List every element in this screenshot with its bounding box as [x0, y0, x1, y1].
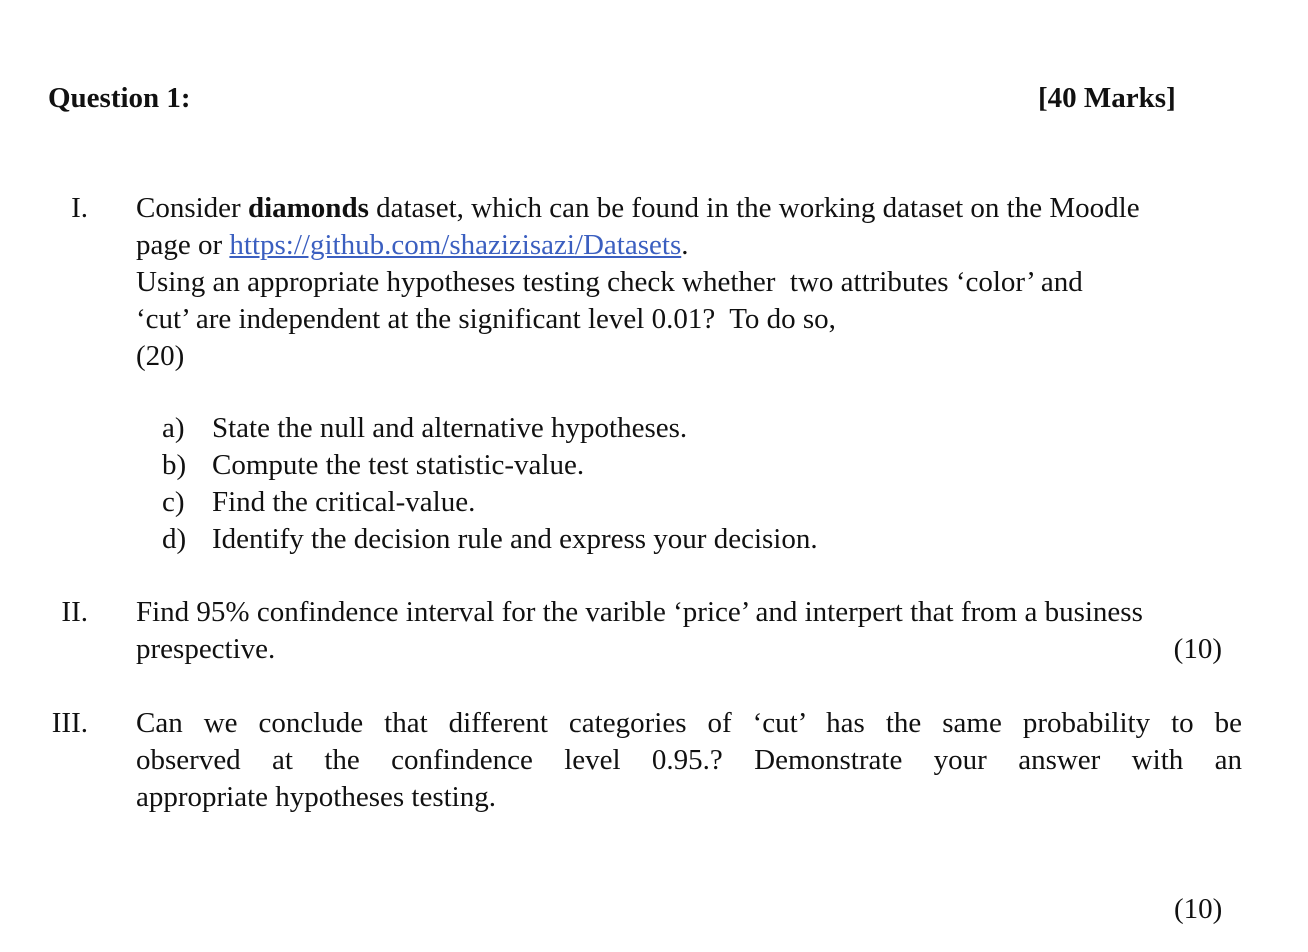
part-i-numeral: I. — [71, 192, 88, 224]
part-iii-line-2: observed at the confindence level 0.95.? Demonstrate your answer with an — [136, 744, 1242, 776]
part-i-marks: (20) — [136, 340, 185, 372]
sub-item-d-letter: d) — [162, 523, 187, 555]
part-iii-line-1: Can we conclude that different categories of ‘cut’ has the same probability to be — [136, 707, 1242, 739]
part-iii-line-3: appropriate hypotheses testing. — [136, 781, 496, 813]
part-i-line-1-post: dataset, which can be found in the working dataset on the Moodle — [368, 192, 1140, 224]
part-ii-text — [136, 594, 1242, 668]
part-iii-marks: (10) — [1174, 893, 1223, 925]
part-i-sub-list — [162, 410, 818, 558]
sub-item-d-text: Identify the decision rule and express your decision. — [212, 523, 818, 555]
sub-item-c-letter: c) — [162, 486, 185, 518]
part-i-line-1 — [136, 190, 1242, 227]
total-marks: [40 Marks] — [1038, 82, 1176, 114]
part-i-line-2-pre: page or — [136, 229, 230, 261]
part-i-line-2-post: . — [681, 229, 689, 261]
sub-item-a-text: State the null and alternative hypotheses. — [212, 412, 688, 444]
dataset-link[interactable]: https://github.com/shazizisazi/Datasets — [229, 229, 682, 261]
dataset-name: diamonds — [247, 192, 369, 224]
sub-item-b-text: Compute the test statistic-value. — [212, 449, 585, 481]
part-i-line-4: ‘cut’ are independent at the significant level 0.01? To do so, — [136, 303, 836, 335]
part-ii-line-2-text: prespective. — [136, 633, 276, 665]
part-ii-line-1: Find 95% confindence interval for the varible ‘price’ and interpert that from a business — [136, 596, 1143, 628]
part-i-line-1-pre: Consider — [136, 192, 248, 224]
part-ii-marks: (10) — [1173, 633, 1222, 665]
part-i-line-3: Using an appropriate hypotheses testing check whether two attributes ‘color’ and — [136, 266, 1083, 298]
part-i-line-2 — [136, 227, 1242, 264]
sub-item-b-letter: b) — [162, 449, 187, 481]
sub-item-a — [162, 410, 818, 447]
part-iii-numeral: III. — [51, 707, 88, 739]
sub-item-b — [162, 447, 818, 484]
sub-item-d — [162, 521, 818, 558]
sub-item-a-letter: a) — [162, 412, 185, 444]
sub-item-c-text: Find the critical-value. — [212, 486, 476, 518]
part-i-text — [136, 190, 1242, 375]
question-title: Question 1: — [48, 82, 191, 114]
part-iii-text — [136, 705, 1242, 816]
part-ii-line-2 — [136, 631, 1242, 668]
sub-item-c — [162, 484, 818, 521]
part-ii-numeral: II. — [61, 596, 88, 628]
